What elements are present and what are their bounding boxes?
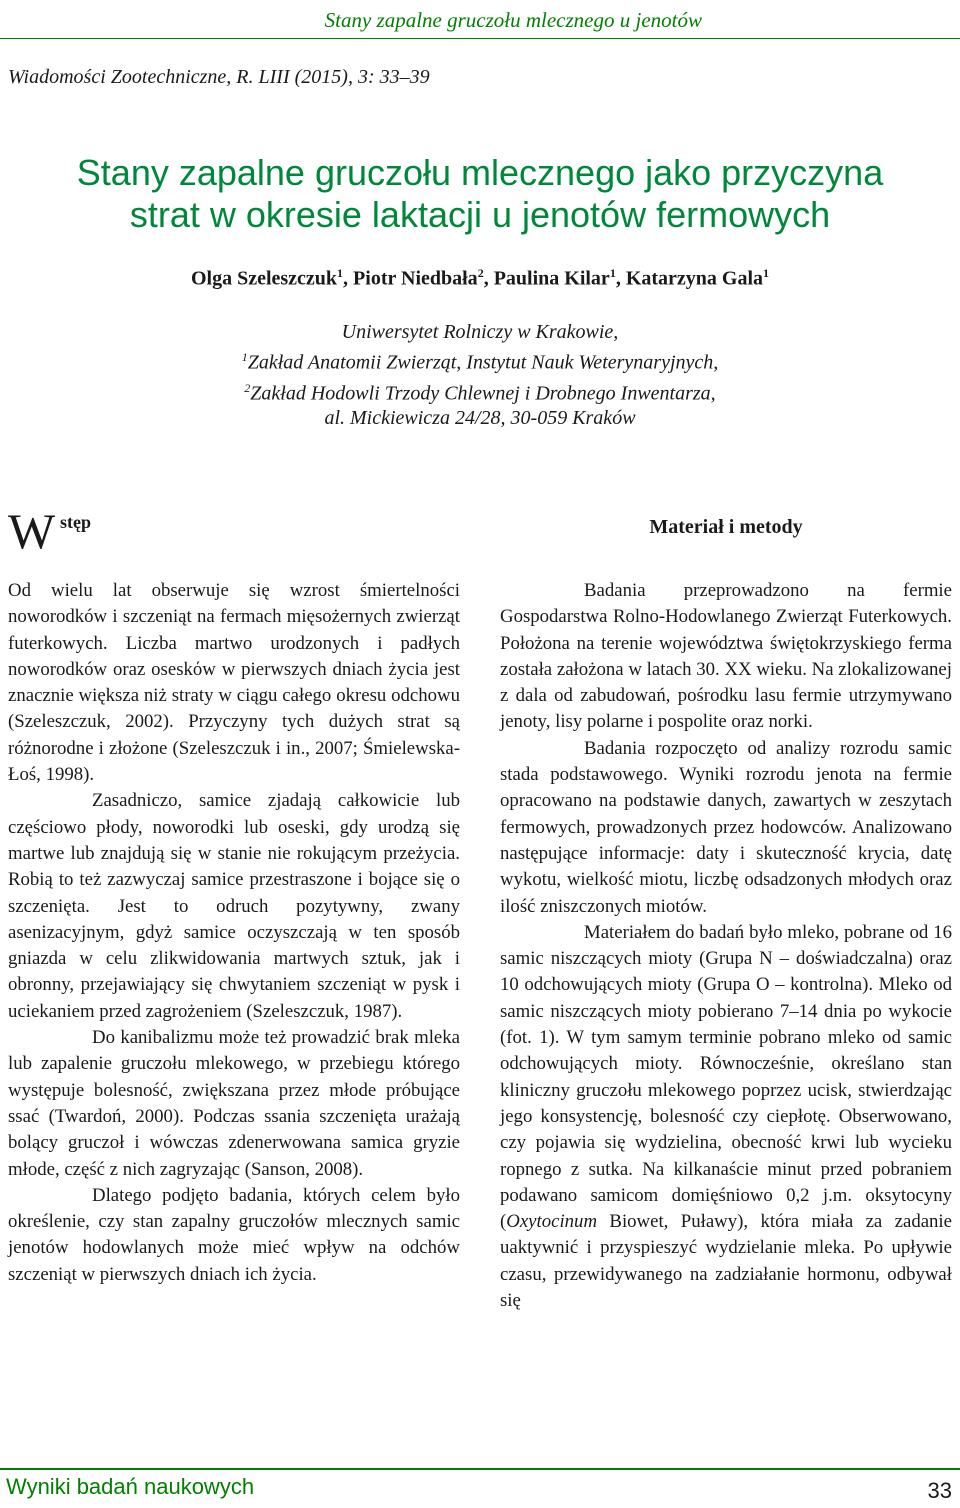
latin-drug-name: Oxytocinum [506, 1211, 598, 1233]
paragraph: Od wielu lat obserwuje się wzrost śmiertelności noworodków i szczeniąt na fermach mięsożernych zwierząt futerkowych. Liczba martwo urodzonych i padłych noworodków oraz oseskόw w pierwszych dniach życia jest znacznie większa niż straty w ciągu całego okresu odchowu (Szeleszczuk, 2002). Przyczyny tych dużych strat są różnorodne i złożone (Szeleszczuk i in., 2007; Śmielewska-Łoś, 1998). [8, 580, 460, 786]
methods-column [500, 506, 952, 1314]
page-number: 33 [927, 1478, 952, 1503]
author-name: Katarzyna Gala [625, 267, 764, 290]
dropcap-letter: W [8, 503, 56, 559]
paragraph-text-continued: Biowet, Puławy), która miała za zadanie uaktywnić i przyspieszyć wydzielanie mleka. Po upływie czasu, przewidywanego na zadziałanie hormonu, odbywał się [500, 1211, 952, 1312]
author-affiliation-mark: 1 [337, 266, 344, 280]
introduction-body [8, 578, 460, 1288]
footer-section-label: Wyniki badań naukowych [6, 1474, 255, 1499]
department-1-mark: 1 [241, 350, 248, 364]
paragraph: Dlatego podjęto badania, których celem było określenie, czy stan zapalny gruczołów mlecznych samic jenotów hodowlanych może mieć wpływ na odchów szczeniąt w pierwszych dniach ich życia. [8, 1184, 460, 1285]
running-head: Stany zapalne gruczołu mlecznego u jenotów [324, 8, 702, 32]
department-2-line [0, 376, 960, 407]
paragraph: Do kanibalizmu może też prowadzić brak mleka lub zapalenie gruczołu mlekowego, w przebiegu którego występuje bolesność, zwiększana przez młode próbujące ssać (Twardoń, 2000). Podczas ssania szczenięta urażają bolący gruczoł i wówczas zdenerwowana samica gryzie młode, część z nich zagryzając (Sanson, 2008). [8, 1027, 460, 1180]
article-title [0, 152, 960, 236]
department-1-line [0, 345, 960, 376]
affiliations [0, 320, 960, 431]
paragraph: Badania rozpoczęto od analizy rozrodu samic stada podstawowego. Wyniki rozrodu jenota na fermie opracowano na podstawie danych, zawartych w zeszytach fermowych, prowadzonych przez hodowców. Analizowano następujące informacje: daty i skuteczność krycia, datę wykotu, wielkość miotu, liczbę odsadzonych młodych oraz ilość zniszczonych miotów. [500, 737, 952, 917]
paragraph-text: Materiałem do badań było mleko, pobrane od 16 samic niszczących mioty (Grupa N – doświadczalna) oraz 10 odchowujących mioty (Grupa O – kontrolna). Mleko od samic niszczących mioty pobierano 7–14 dnia po wykocie (fot. 1). W tym samym terminie pobrano mleko od samic odchowujących mioty. Równocześnie, określano stan kliniczny gruczołu mlekowego poprzez ucisk, stwierdzając jego konsystencję, bolesność czy ciepłotę. Obserwowano, czy pojawia się wydzielina, obecność krwi lub wycieku ropnego z sutka. Na kilkanaście minut przed pobraniem podawano samicom domięśniowo 0,2 j.m. oksytocyny ( [500, 921, 952, 1233]
introduction-heading [8, 503, 460, 578]
methods-body [500, 578, 952, 1314]
author-affiliation-mark: 1 [609, 266, 616, 280]
department-2-text: Zakład Hodowli Trzody Chlewnej i Drobnego Inwentarza, [250, 382, 716, 405]
footer-rule [0, 1468, 960, 1470]
author-name: Piotr Niedbała [353, 267, 478, 290]
address-line: al. Mickiewicza 24/28, 30-059 Kraków [324, 407, 636, 430]
journal-reference: Wiadomości Zootechniczne, R. LIII (2015), 3: 33–39 [8, 66, 430, 88]
methods-heading: Materiał i metody [649, 516, 803, 538]
department-2-mark: 2 [244, 380, 251, 395]
author-affiliation-mark: 1 [763, 266, 770, 280]
author-name: Olga Szeleszczuk [190, 267, 338, 290]
heading-rest: stęp [60, 512, 91, 532]
title-line-2: strat w okresie laktacji u jenotów fermowych [129, 194, 831, 235]
author-affiliation-mark: 2 [477, 266, 484, 280]
introduction-column [8, 503, 460, 1288]
author-name: Paulina Kilar [493, 267, 610, 290]
paragraph: Badania przeprowadzono na fermie Gospodarstwa Rolno-Hodowlanego Zwierząt Futerkowych. Położona na terenie województwa świętokrzyskiego ferma została założona w latach 30. XX wieku. Na zlokalizowanej z dala od zabudowań, pośrodku lasu fermie utrzymywano jenoty, lisy polarne i pospolite oraz norki. [500, 580, 952, 733]
title-line-1: Stany zapalne gruczołu mlecznego jako przyczyna [76, 152, 884, 193]
department-1-text: Zakład Anatomii Zwierząt, Instytut Nauk Weterynaryjnych, [247, 351, 719, 374]
university-line: Uniwersytet Rolniczy w Krakowie, [341, 321, 619, 343]
author-list: Olga Szeleszczuk$^1$, Piotr Niedbała$^2$, Paulina Kilar$^1$, Katarzyna Gala$^1$ [190, 266, 770, 290]
paragraph [500, 920, 952, 1314]
header-rule [0, 38, 960, 39]
paragraph: Zasadniczo, samice zjadają całkowicie lub częściowo płody, noworodki lub oseski, gdy urodzą się martwe lub znajdują się w stanie nie rokującym przeżycia. Robią to też zazwyczaj samice przestraszone i bojące się o szczenięta. Jest to odruch pozytywny, zwany asenizacyjnym, gdyż samice oczyszczają w ten sposób gniazda w celu zlikwidowania martwych sztuk, jak i obronny, przejawiający się chwytaniem szczeniąt w pysk i uciekaniem przed zagrożeniem (Szeleszczuk, 1987). [8, 790, 460, 1022]
